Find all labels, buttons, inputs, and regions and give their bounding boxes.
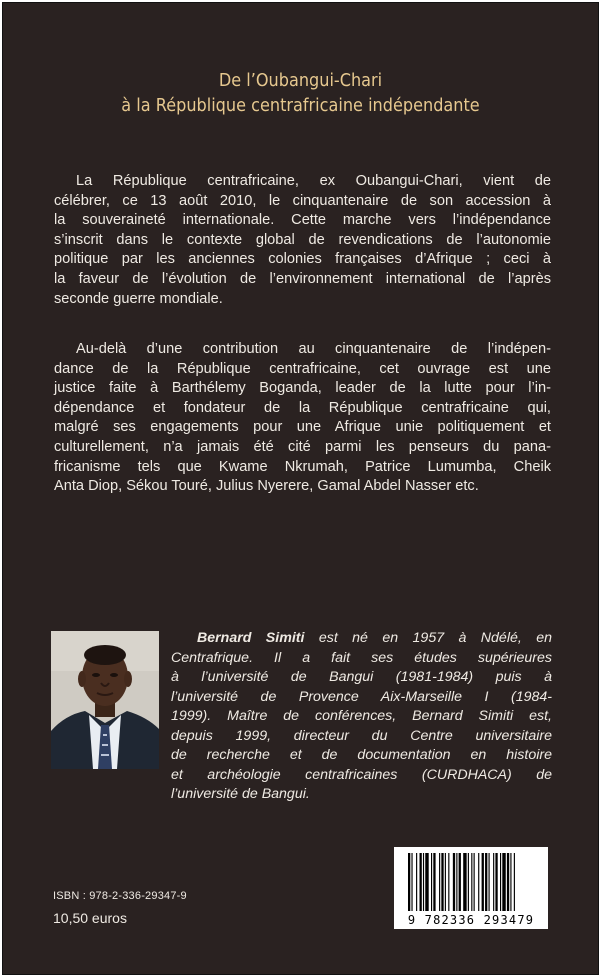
- barcode-bar: [502, 853, 505, 911]
- bio-line: Centrafrique. Il a fait ses études supérieures: [171, 649, 552, 666]
- barcode-bar: [495, 853, 497, 911]
- title-line-1: De l’Oubangui-Chari: [218, 71, 383, 91]
- barcode-bar: [456, 853, 457, 911]
- summary-paragraph-1: [54, 172, 551, 309]
- barcode-bar: [439, 853, 440, 911]
- bio-line: l’université de Bangui.: [171, 786, 310, 802]
- bio-line: et archéologie centrafricaines (CURDHACA) de: [171, 766, 552, 783]
- barcode-bar: [510, 853, 511, 911]
- bio-line: à l’université de Bangui (1981-1984) puis à: [171, 669, 552, 685]
- author-photo: [51, 631, 159, 769]
- paragraph-line: politique par les anciennes colonies françaises d’Afrique ; ceci à: [54, 251, 551, 268]
- barcode-bar: [416, 853, 417, 911]
- paragraph-line: s’inscrit dans le contexte global de revendications de l’autonomie: [54, 231, 551, 248]
- price: 10,50 euros: [53, 910, 127, 926]
- paragraph-line: La République centrafricaine, ex Oubangui-Chari, vient de: [76, 173, 551, 189]
- barcode-bar: [489, 853, 490, 911]
- barcode-bar: [500, 853, 501, 911]
- barcode-bar: [474, 853, 475, 911]
- summary-paragraph-2: [54, 340, 551, 497]
- paragraph-line: Anta Diop, Sékou Touré, Julius Nyerere, Gamal Abdel Nasser etc.: [54, 478, 479, 495]
- paragraph-line: dépendance et fondateur de la République centrafricaine qui,: [54, 399, 551, 416]
- author-portrait-graphic: [51, 631, 159, 769]
- bio-line: 1999). Maître de conférences, Bernard Simiti est,: [171, 708, 552, 724]
- paragraph-line: la faveur de l’évolution de l’environnement international de l’après: [54, 270, 551, 287]
- barcode-bar: [485, 853, 487, 911]
- barcode-bar: [514, 853, 515, 911]
- barcode-bar: [420, 853, 422, 911]
- paragraph-line: la souveraineté internationale. Cette marche vers l’indépendance: [54, 212, 551, 229]
- barcode-bar: [468, 853, 469, 911]
- barcode-bar: [441, 853, 443, 911]
- barcode-bar: [478, 853, 479, 911]
- book-title: [27, 69, 574, 119]
- bio-first-line: [171, 629, 552, 649]
- barcode-bar: [459, 853, 461, 911]
- paragraph-line: fricanisme tels que Kwame Nkrumah, Patrice Lumumba, Cheik: [54, 458, 551, 475]
- barcode-bar: [425, 853, 428, 911]
- paragraph-line: Au-delà d’une contribution au cinquantenaire de l’indépen-: [76, 341, 551, 357]
- bio-line: depuis 1999, directeur du Centre universitaire: [171, 727, 552, 744]
- barcode-bar: [482, 853, 484, 911]
- barcode: [394, 847, 548, 929]
- author-name: Bernard Simiti: [197, 630, 305, 646]
- isbn: ISBN : 978-2-336-29347-9: [53, 890, 187, 902]
- barcode-bar: [463, 853, 466, 911]
- barcode-bar: [448, 853, 449, 911]
- barcode-bar: [471, 853, 472, 911]
- author-biography: [171, 629, 552, 805]
- barcode-digits: 9 782336 293479: [407, 913, 535, 927]
- paragraph-line: dance de la République centrafricaine, cet ouvrage est une: [54, 360, 551, 377]
- title-line-2: à la République centrafricaine indépendante: [121, 96, 480, 116]
- barcode-bar: [431, 853, 432, 911]
- bio-text: est né en 1957 à Ndélé, en: [304, 630, 552, 646]
- book-back-cover: [2, 2, 599, 975]
- barcode-bar: [453, 853, 455, 911]
- paragraph-line: culturellement, n’a jamais été cité parmi les penseurs du pana-: [54, 438, 551, 455]
- paragraph-line: malgré ses engagements pour une Afrique unie politiquement et: [54, 419, 551, 436]
- barcode-bar: [433, 853, 435, 911]
- barcode-bar: [423, 853, 424, 911]
- bio-line: l’université de Provence Aix-Marseille I (1984-: [171, 688, 552, 705]
- paragraph-line: seconde guerre mondiale.: [54, 290, 223, 307]
- paragraph-line: justice faite à Barthélemy Boganda, leader de la lutte pour l’in-: [54, 380, 551, 397]
- paragraph-line: célébrer, ce 13 août 2010, le cinquantenaire de son accession à: [54, 192, 551, 209]
- barcode-bar: [411, 853, 412, 911]
- barcode-bar: [507, 853, 509, 911]
- bio-line: de recherche et de documentation en histoire: [171, 747, 552, 763]
- barcode-bar: [493, 853, 494, 911]
- barcode-bar: [445, 853, 446, 911]
- barcode-bar: [408, 853, 410, 911]
